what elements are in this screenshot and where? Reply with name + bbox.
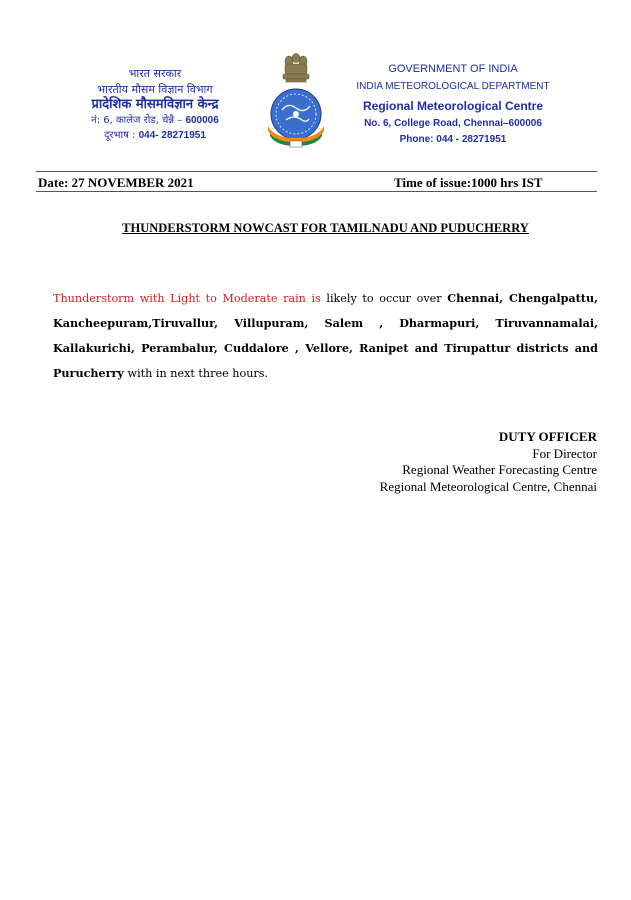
bulletin-validity: with in next three hours.: [123, 367, 269, 380]
signature-block: [380, 429, 597, 495]
header-address: No. 6, College Road, Chennai–600006: [364, 118, 542, 129]
header-government: GOVERNMENT OF INDIA: [388, 63, 518, 75]
header-hindi-line3: प्रादेशिक मौसमविज्ञान केन्द्र: [91, 97, 219, 112]
header-hindi-phone-label: दूरभाष :: [104, 130, 139, 141]
issue-time: Time of issue:1000 hrs IST: [394, 175, 543, 190]
hazard-text: Thunderstorm with Light to Moderate rain is: [53, 292, 321, 305]
header-hindi-line2: भारतीय मौसम विज्ञान विभाग: [97, 82, 213, 96]
header-hindi-address-text: नं: 6, कालेज रोड, चेन्नै –: [91, 114, 186, 126]
header-hindi-phone-number: 044- 28271951: [138, 130, 206, 141]
header-phone: Phone: 044 - 28271951: [399, 134, 507, 145]
signature-rwfc: Regional Weather Forecasting Centre: [402, 462, 597, 477]
header-divider-top: [36, 171, 597, 172]
header-department: INDIA METEOROLOGICAL DEPARTMENT: [356, 81, 550, 92]
header-divider-bottom: [36, 191, 597, 192]
header-centre: Regional Meteorological Centre: [362, 99, 544, 113]
nowcast-bulletin: [53, 286, 598, 386]
header-hindi-phone: [60, 128, 250, 144]
document-title: THUNDERSTORM NOWCAST FOR TAMILNADU AND PUDUCHERRY: [122, 221, 529, 235]
ashoka-capital-icon: [283, 54, 309, 83]
bulletin-connector: likely to occur over: [320, 292, 448, 305]
header-hindi-pin: 600006: [185, 114, 219, 126]
signature-rmc: Regional Meteorological Centre, Chennai: [379, 478, 597, 494]
header-hindi-block: [60, 66, 250, 144]
affected-districts: Chennai, Chengalpattu, Kancheepuram,Tiruvallur, Villupuram, Salem , Dharmapuri, Tiruvannamalai, Kallakurichi, Perambalur, Cuddalore , Vellore, Ranipet and Tirupattur districts and Purucherry: [53, 291, 598, 380]
header-english-block: [355, 62, 551, 147]
header-hindi-line1: भारत सरकार: [128, 67, 182, 80]
issue-date: Date: 27 NOVEMBER 2021: [38, 175, 194, 190]
imd-emblem-icon: [266, 52, 326, 150]
header-hindi-address: [60, 113, 250, 129]
signature-for-director: For Director: [532, 445, 597, 461]
signature-officer: DUTY OFFICER: [498, 429, 597, 444]
